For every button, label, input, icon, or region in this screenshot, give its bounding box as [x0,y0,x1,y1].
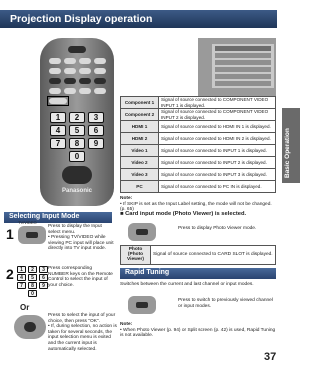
source-label: Video 3 [121,169,159,181]
input-source-table [120,96,276,193]
table-row [121,109,276,121]
remote-row-button [94,78,106,84]
source-description: Signal of source connected to PC IN is displayed. [159,181,276,193]
remote-row-button [94,88,106,94]
step-1-number: 1 [6,226,14,242]
table-row [121,246,276,265]
source-description: Signal of source connected to COMPONENT VIDEO INPUT 1 is displayed. [159,97,276,109]
number-key: 9 [88,138,104,149]
source-label: HDMI 2 [121,133,159,145]
source-description: Signal of source connected to INPUT 3 is displayed. [159,169,276,181]
remote-number-keypad [50,112,104,162]
navigation-pad [62,166,92,184]
note-text: • When Photo Viewer (p. 94) or Split screen (p. 42) is used, Rapid Tuning is not available. [120,327,276,339]
photo-viewer-button-illustration [128,223,156,241]
tv-video-button-illustration [18,226,46,244]
number-key: 2 [28,266,37,273]
page-title: Projection Display operation [0,10,277,28]
step-1-instruction: Press to display the Input select menu. [48,224,102,235]
input-select-screen-illustration [198,38,276,96]
number-key: 0 [69,151,85,162]
remote-row-button [49,78,61,84]
table-row [121,181,276,193]
remote-brand-logo: Panasonic [61,188,92,194]
remote-row-button [94,68,106,74]
note-text: • If SKIP is set as the Input Label setting, the mode will not be changed. (p. 65) [120,201,272,213]
step-1-subnote: • Pressing TV/VIDEO while viewing PC input will place unit directly into TV input mode. [48,235,114,252]
source-label: HDMI 1 [121,121,159,133]
remote-row-button [64,88,76,94]
page-number: 37 [264,351,277,363]
alt-instruction: Press to select the input of your choice, then press "OK". [48,313,116,324]
table-row [121,133,276,145]
menu-row [215,53,271,58]
step-2-number: 2 [6,266,14,282]
source-description: Signal of source connected to HDMI IN 2 is displayed. [159,133,276,145]
remote-top-button [79,58,91,64]
rapid-tuning-heading: Rapid Tuning [120,268,276,279]
number-key: 6 [39,274,48,281]
number-key: 9 [39,282,48,289]
number-key: 6 [88,125,104,136]
side-tab-label: Basic Operation [284,128,291,178]
table-row [121,121,276,133]
menu-header-bar [215,46,271,51]
selecting-input-heading: Selecting Input Mode [4,212,112,223]
recall-button-illustration [128,296,156,314]
table-row [121,145,276,157]
rapid-tuning-note [120,322,276,339]
card-input-title: ■ Card input mode (Photo Viewer) is selected. [120,211,247,217]
number-key: 3 [88,112,104,123]
number-key: 5 [69,125,85,136]
number-key: 7 [50,138,66,149]
source-description: Signal of source connected to INPUT 2 is displayed. [159,157,276,169]
or-label: Or [20,303,30,312]
number-key: 4 [17,274,26,281]
recall-key [136,302,148,308]
number-key: 5 [28,274,37,281]
step-2-text: Press corresponding NUMBER keys on the Remote Control to select the input of your choice. [48,266,113,288]
number-key: 8 [28,282,37,289]
number-key: 2 [69,112,85,123]
rapid-tuning-press-text: Press to switch to previously viewed channel or input modes. [178,298,273,309]
source-label: Video 1 [121,145,159,157]
source-label: PC [121,181,159,193]
remote-top-button [49,58,61,64]
source-label: Video 2 [121,157,159,169]
source-label: Component 2 [121,109,159,121]
tv-video-button-label: TV/VIDEO [18,220,37,225]
menu-row [215,81,271,86]
photo-description: Signal of source connected to CARD SLOT is displayed. [151,246,276,265]
number-key: 7 [17,282,26,289]
alt-selection-text [48,313,118,352]
step-1-text [48,224,114,252]
remote-row-button [49,88,61,94]
photo-label: Photo (Photo Viewer) [121,246,151,265]
tv-video-key [26,232,38,238]
note-label: Note: [120,322,133,327]
remote-row-button [79,88,91,94]
remote-row-button [79,68,91,74]
photo-viewer-key [136,229,148,235]
number-key: 3 [39,266,48,273]
alt-subnote: • If, during selection, no action is taken for several seconds, the input selection menu is exited and the current input is automatically selected. [48,324,117,352]
source-label: Component 1 [121,97,159,109]
menu-row [215,60,271,65]
number-key: 0 [28,290,37,297]
source-description: Signal of source connected to COMPONENT VIDEO INPUT 2 is displayed. [159,109,276,121]
photo-viewer-table [120,245,276,265]
menu-row [215,67,271,72]
remote-row-button [79,78,91,84]
table-row [121,97,276,109]
remote-row-button [49,68,61,74]
remote-control-illustration [40,38,114,206]
input-select-menu [212,44,274,88]
section-side-tab [282,108,300,183]
menu-row [215,74,271,79]
remote-top-button [64,58,76,64]
card-input-text: Press to display Photo Viewer mode. [178,226,257,231]
table-row [121,157,276,169]
step-2-number-keys [17,266,48,297]
navigation-pad-illustration [14,315,46,339]
number-key: 1 [50,112,66,123]
remote-top-button [94,58,106,64]
rapid-tuning-description: Switches between the current and last channel or input modes. [120,282,254,287]
tv-video-button [49,98,67,104]
source-description: Signal of source connected to INPUT 1 is displayed. [159,145,276,157]
remote-row-button [64,78,76,84]
power-button [68,46,86,53]
note-label: Note: [120,196,133,201]
table-row [121,169,276,181]
remote-row-button [64,68,76,74]
number-key: 1 [17,266,26,273]
number-key: 8 [69,138,85,149]
source-description: Signal of source connected to HDMI IN 1 is displayed. [159,121,276,133]
ok-key [24,322,36,332]
number-key: 4 [50,125,66,136]
